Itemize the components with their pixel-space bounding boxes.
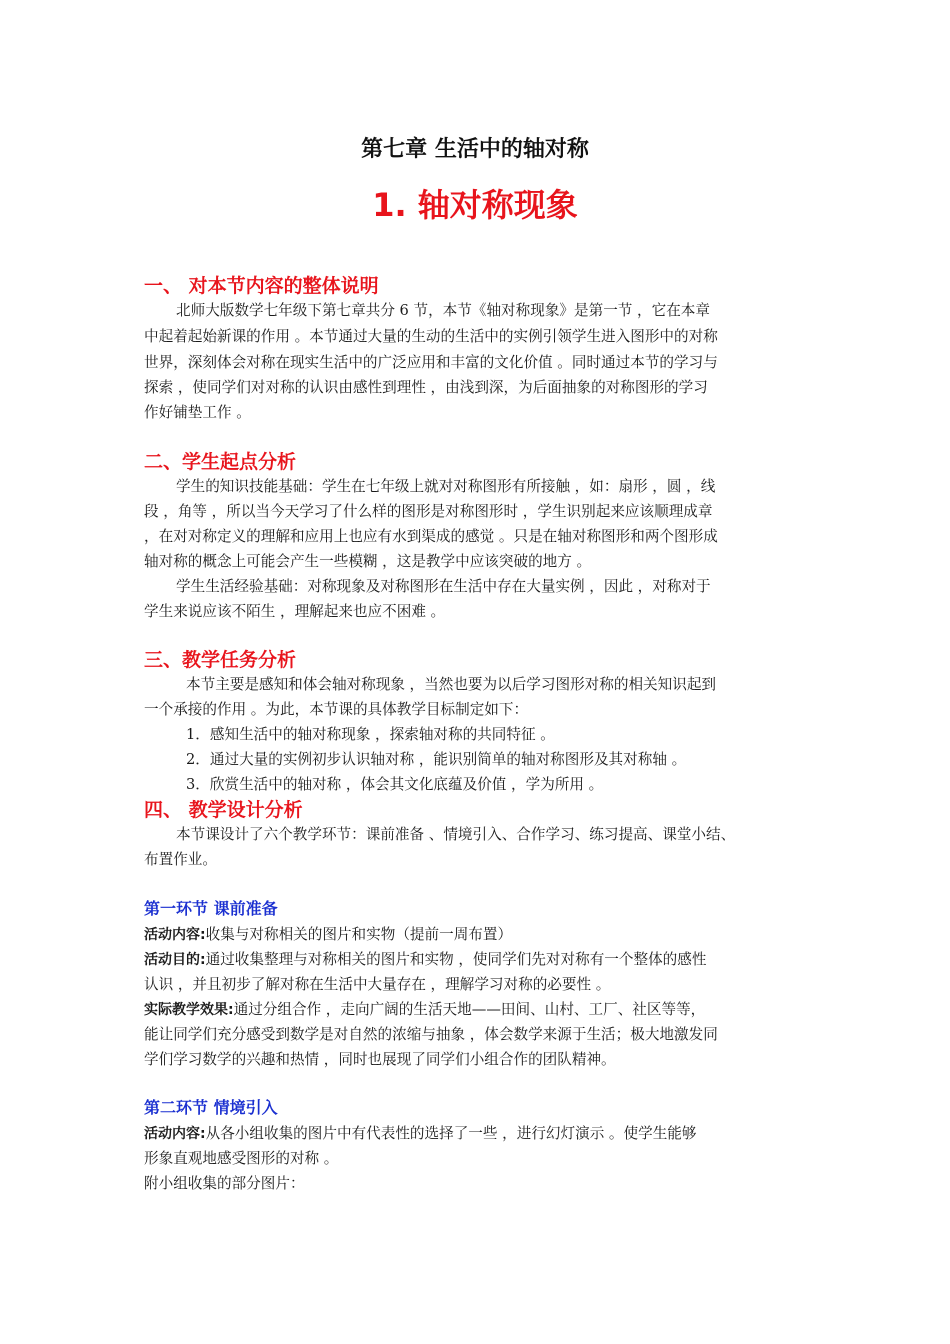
chapter-title: 第七章 生活中的轴对称 <box>361 137 589 162</box>
section1-line: 探索 ，使同学们对对称的认识由感性到理性 ，由浅到深，为后面抽象的对称图形的学习 <box>144 379 708 396</box>
step2-content-line: 形象直观地感受图形的对称 。 <box>144 1150 339 1167</box>
section3-line: 本节主要是感知和体会轴对称现象 ，当然也要为以后学习图形对称的相关知识起到 <box>186 676 717 693</box>
activity-content-text: 从各小组收集的图片中有代表性的选择了一些 ，进行幻灯演示 。使学生能够 <box>205 1125 697 1142</box>
section1-line: 世界，深刻体会对称在现实生活中的广泛应用和丰富的文化价值 。同时通过本节的学习与 <box>144 354 718 371</box>
section1-heading: 一、 对本节内容的整体说明 <box>144 275 379 297</box>
step1-effect <box>144 997 705 1023</box>
section4-line: 本节课设计了六个教学环节：课前准备 、情境引入、合作学习、练习提高、课堂小结、 <box>176 826 736 843</box>
section2-line: 学生生活经验基础：对称现象及对称图形在生活中存在大量实例 ，因此 ，对称对于 <box>176 578 711 595</box>
objective-item: 1．感知生活中的轴对称现象 ，探索轴对称的共同特征 。 <box>186 726 555 743</box>
section2-line: 学生来说应该不陌生 ，理解起来也应不困难 。 <box>144 603 446 620</box>
section2-line: 轴对称的概念上可能会产生一些模糊 ，这是教学中应该突破的地方 。 <box>144 553 592 570</box>
teaching-effect-text: 通过分组合作 ，走向广阔的生活天地——田间、山村、工厂、社区等等， <box>233 1001 706 1018</box>
section1-line: 中起着起始新课的作用 。本节通过大量的生动的生活中的实例引领学生进入图形中的对称 <box>144 328 718 345</box>
step1-content <box>144 922 512 948</box>
step1-purpose <box>144 947 706 973</box>
objective-item: 2．通过大量的实例初步认识轴对称 ，能识别简单的轴对称图形及其对称轴 。 <box>186 751 687 768</box>
step2-attachment-note: 附小组收集的部分图片： <box>144 1175 305 1192</box>
activity-purpose-text: 通过收集整理与对称相关的图片和实物 ，使同学们先对对称有一个整体的感性 <box>205 951 707 968</box>
section4-heading: 四、 教学设计分析 <box>144 799 303 821</box>
section2-line: ，在对对称定义的理解和应用上也应有水到渠成的感觉 。只是在轴对称图形和两个图形成 <box>144 528 718 545</box>
activity-content-label: 活动内容: <box>144 1126 206 1142</box>
section4-line: 布置作业。 <box>144 851 217 868</box>
activity-purpose-label: 活动目的: <box>144 952 206 968</box>
section1-line: 北师大版数学七年级下第七章共分 6 节，本节《轴对称现象》是第一节 ，它在本章 <box>176 302 710 319</box>
step1-effect-line: 学们学习数学的兴趣和热情 ，同时也展现了同学们小组合作的团队精神。 <box>144 1051 616 1068</box>
section3-heading: 三、教学任务分析 <box>144 649 297 671</box>
objective-item: 3．欣赏生活中的轴对称 ，体会其文化底蕴及价值 ，学为所用 。 <box>186 776 604 793</box>
step2-heading: 第二环节 情境引入 <box>144 1098 278 1117</box>
activity-content-label: 活动内容: <box>144 927 206 943</box>
section2-heading: 二、学生起点分析 <box>144 451 297 473</box>
step2-content <box>144 1121 696 1147</box>
step1-effect-line: 能让同学们充分感受到数学是对自然的浓缩与抽象 ，体会数学来源于生活；极大地激发同 <box>144 1026 718 1043</box>
activity-content-text: 收集与对称相关的图片和实物（提前一周布置） <box>205 926 513 943</box>
section2-line: 学生的知识技能基础：学生在七年级上就对对称图形有所接触 ，如：扇形 ，圆 ，线 <box>176 478 716 495</box>
step1-heading: 第一环节 课前准备 <box>144 899 278 918</box>
section2-line: 段 ，角等 ，所以当今天学习了什么样的图形是对称图形时 ，学生识别起来应该顺理成章 <box>144 503 713 520</box>
teaching-effect-label: 实际教学效果: <box>144 1002 234 1018</box>
step1-purpose-line: 认识 ，并且初步了解对称在生活中大量存在 ，理解学习对称的必要性 。 <box>144 976 611 993</box>
lesson-title: 1. 轴对称现象 <box>372 186 578 224</box>
section1-line: 作好铺垫工作 。 <box>144 404 251 421</box>
section3-line: 一个承接的作用 。为此，本节课的具体教学目标制定如下： <box>144 701 529 718</box>
